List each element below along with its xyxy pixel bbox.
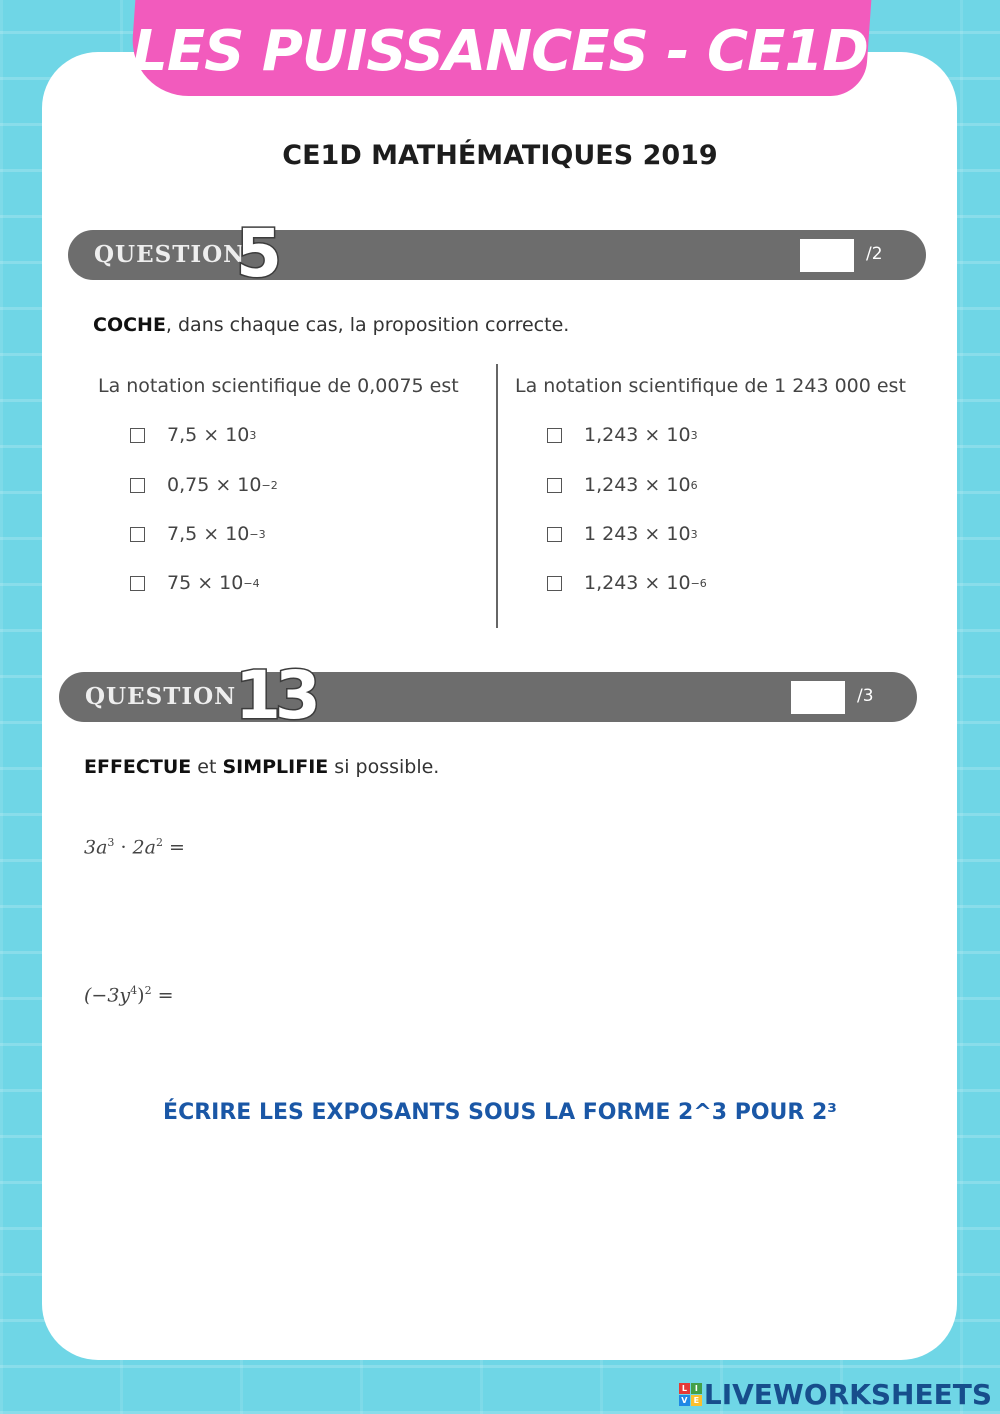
right-prompt: La notation scientifique de 1 243 000 est	[515, 375, 906, 397]
brand-text: LIVEWORKSHEETS	[703, 1378, 992, 1411]
answer-input-2[interactable]	[180, 980, 584, 1012]
instruction-verb: COCHE	[93, 314, 166, 336]
checkbox[interactable]	[130, 527, 145, 542]
checkbox[interactable]	[547, 428, 562, 443]
column-divider	[496, 364, 498, 628]
right-option-4[interactable]: 1,243 × 10 −6	[547, 572, 707, 594]
instruction-q5	[93, 314, 569, 336]
question-label: QUESTION	[94, 241, 246, 268]
question-number: 5	[236, 215, 282, 292]
question-label: QUESTION	[85, 683, 237, 710]
checkbox[interactable]	[547, 576, 562, 591]
instruction-verb-2: SIMPLIFIE	[222, 756, 329, 778]
instruction-text: , dans chaque cas, la proposition correcte.	[165, 314, 570, 336]
liveworksheets-logo-icon: L I V E	[679, 1383, 702, 1406]
checkbox[interactable]	[130, 428, 145, 443]
question-5-header	[68, 215, 926, 292]
expression-1: $3a^3 \cdot 2a^2$ =	[84, 836, 185, 859]
question-number: 13	[235, 657, 315, 734]
checkbox[interactable]	[130, 576, 145, 591]
left-option-2[interactable]: 0,75 × 10 −2	[130, 474, 278, 496]
left-prompt: La notation scientifique de 0,0075 est	[98, 375, 459, 397]
left-option-1[interactable]: 7,5 × 10 3	[130, 424, 256, 446]
left-option-3[interactable]: 7,5 × 10 −3	[130, 523, 266, 545]
left-option-4[interactable]: 75 × 10 −4	[130, 572, 260, 594]
checkbox[interactable]	[130, 478, 145, 493]
instruction-verb-1: EFFECTUE	[84, 756, 192, 778]
checkbox[interactable]	[547, 527, 562, 542]
score-input-q5[interactable]	[800, 239, 854, 272]
instruction-q13: EFFECTUE et SIMPLIFIE si possible.	[84, 756, 440, 778]
main-title: LES PUISSANCES - CE1D	[132, 19, 868, 84]
score-input-q13[interactable]	[791, 681, 845, 714]
exponent-hint: ÉCRIRE LES EXPOSANTS SOUS LA FORME 2^3 POUR 2³	[163, 1100, 837, 1125]
max-score: /3	[857, 686, 874, 706]
answer-input-1[interactable]	[192, 832, 596, 864]
right-option-1[interactable]: 1,243 × 10 3	[547, 424, 698, 446]
question-13-header	[59, 657, 917, 734]
right-option-2[interactable]: 1,243 × 10 6	[547, 474, 698, 496]
checkbox[interactable]	[547, 478, 562, 493]
expression-2: $(-3y^4)^2$ =	[84, 984, 174, 1007]
liveworksheets-brand	[679, 1378, 992, 1411]
right-option-3[interactable]: 1 243 × 10 3	[547, 523, 698, 545]
max-score: /2	[866, 244, 883, 264]
page-subtitle: CE1D MATHÉMATIQUES 2019	[282, 140, 718, 171]
